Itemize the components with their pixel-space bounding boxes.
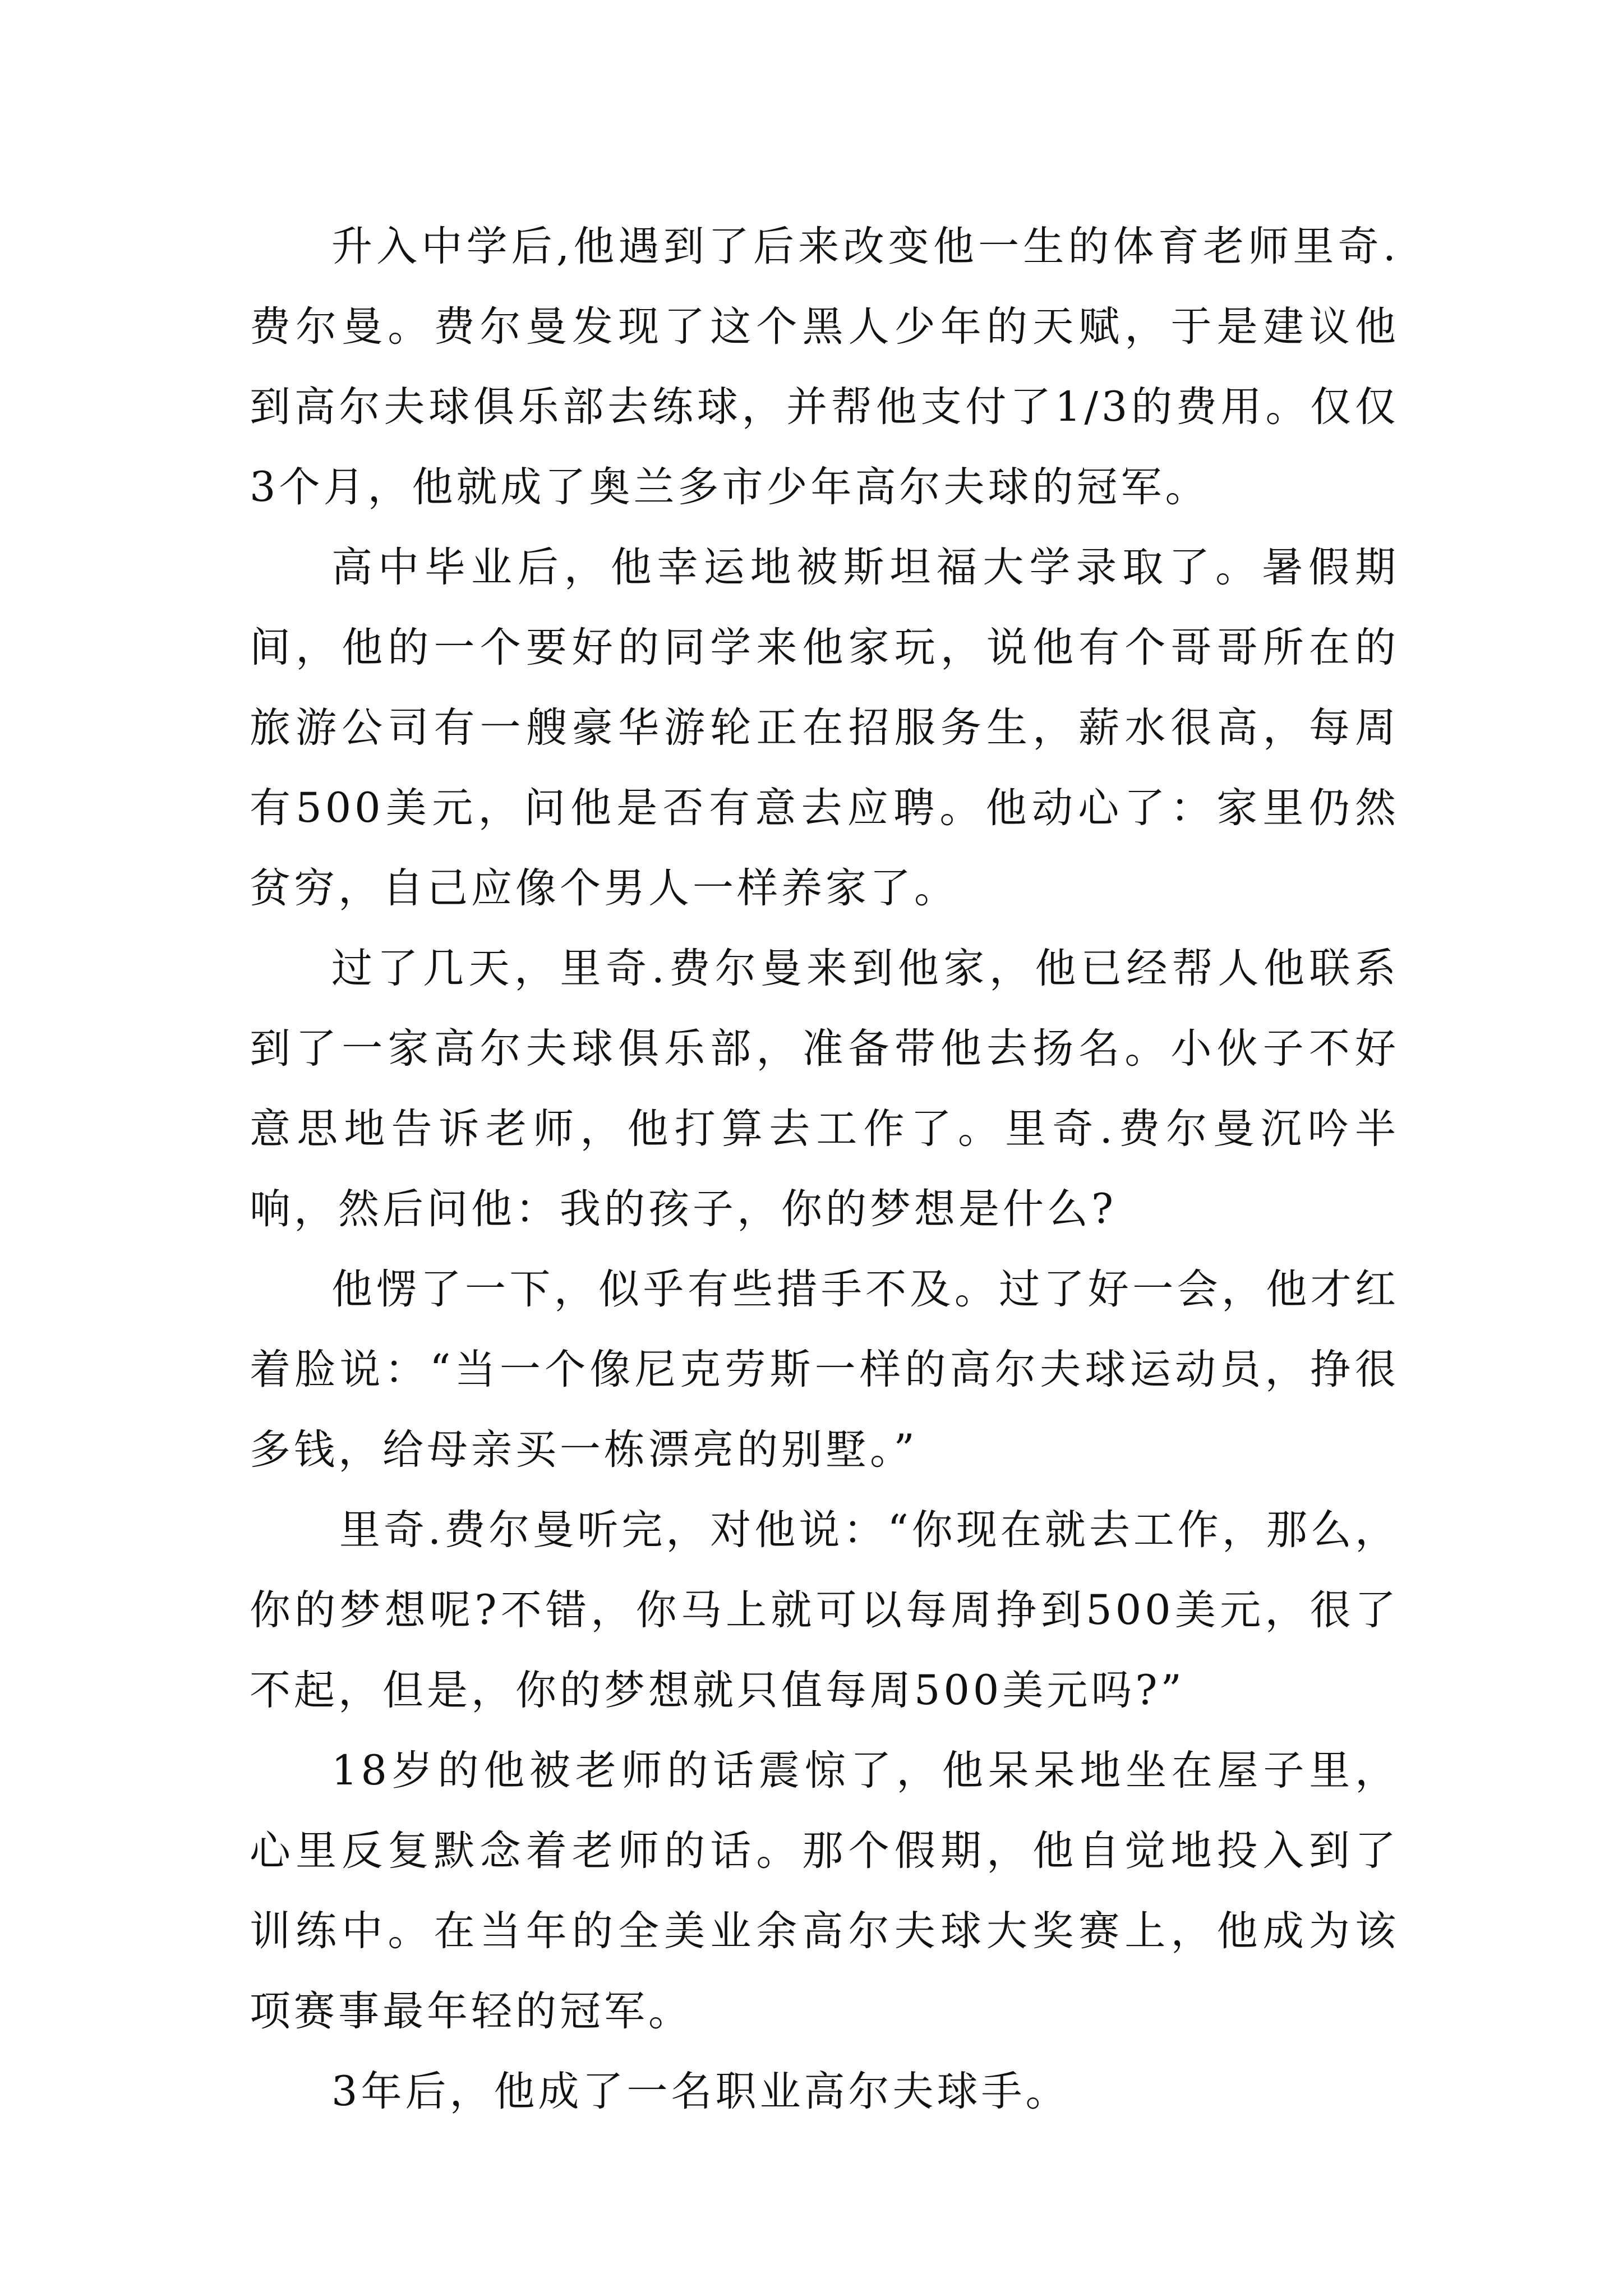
paragraph-6: 18岁的他被老师的话震惊了，他呆呆地坐在屋子里，心里反复默念着老师的话。那个假期，他自觉地投入到了训练中。在当年的全美业余高尔夫球大奖赛上，他成为该项赛事最年轻的冠军。 — [250, 1747, 1399, 2035]
article-body — [250, 206, 1399, 2132]
paragraph-3: 过了几天，里奇.费尔曼来到他家，他已经帮人他联系到了一家高尔夫球俱乐部，准备带他去扬名。小伙子不好意思地告诉老师，他打算去工作了。里奇.费尔曼沉吟半响，然后问他：我的孩子，你的梦想是什么? — [250, 945, 1399, 1233]
paragraph-4: 他愣了一下，似乎有些措手不及。过了好一会，他才红着脸说：“当一个像尼克劳斯一样的高尔夫球运动员，挣很多钱，给母亲买一栋漂亮的别墅。” — [250, 1266, 1399, 1474]
paragraph-2: 高中毕业后，他幸运地被斯坦福大学录取了。暑假期间，他的一个要好的同学来他家玩，说他有个哥哥所在的旅游公司有一艘豪华游轮正在招服务生，薪水很高，每周有500美元，问他是否有意去应聘。他动心了：家里仍然贫穷，自己应像个男人一样养家了。 — [250, 544, 1399, 912]
paragraph-5: 里奇.费尔曼听完，对他说：“你现在就去工作，那么，你的梦想呢?不错，你马上就可以每周挣到500美元，很了不起，但是，你的梦想就只值每周500美元吗?” — [250, 1506, 1399, 1714]
paragraph-7: 3年后，他成了一名职业高尔夫球手。 — [331, 2068, 1070, 2115]
paragraph-1: 升入中学后,他遇到了后来改变他一生的体育老师里奇.费尔曼。费尔曼发现了这个黑人少年的天赋，于是建议他到高尔夫球俱乐部去练球，并帮他支付了1/3的费用。仅仅3个月，他就成了奥兰多市少年高尔夫球的冠军。 — [250, 223, 1399, 511]
